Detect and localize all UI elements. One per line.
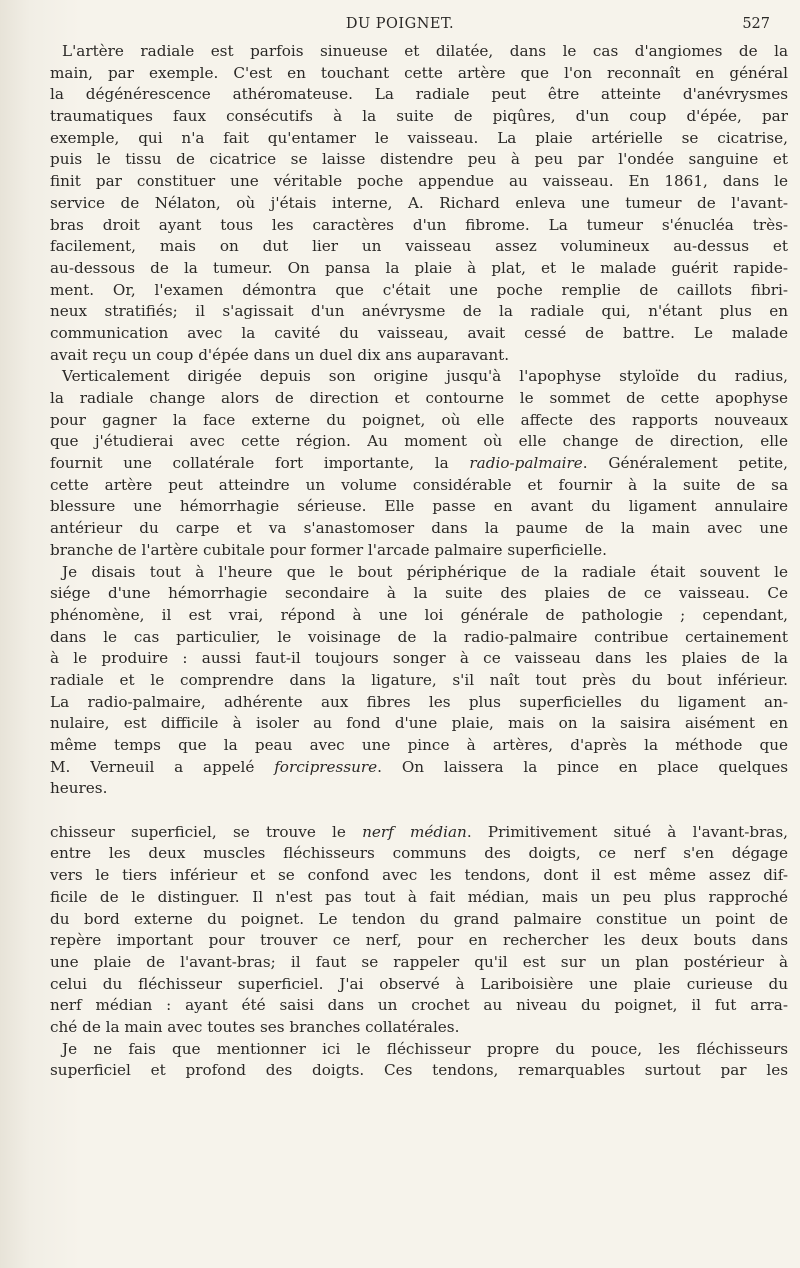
text-line: puis le tissu de cicatrice se laisse distendre peu à peu par l'ondée sanguine et <box>50 150 788 169</box>
body-text <box>50 41 788 1082</box>
text-line: avait reçu un coup d'épée dans un duel dix ans auparavant. <box>50 345 510 364</box>
text-line <box>50 757 788 779</box>
text-line <box>50 822 788 844</box>
text-line: nulaire, est difficile à isoler au fond d'une plaie, mais on la saisira aisément en <box>50 714 788 733</box>
text-line: traumatiques faux consécutifs à la suite de piqûres, d'un coup d'épée, par <box>50 107 788 126</box>
text-line: du bord externe du poignet. Le tendon du grand palmaire constitue un point de <box>50 909 788 928</box>
text-segment: . Primitivement situé à l'avant-bras, <box>466 822 788 841</box>
text-line: dans le cas particulier, le voisinage de la radio-palmaire contribue certainement <box>50 627 788 646</box>
text-line: au-dessous de la tumeur. On pansa la plaie à plat, et le malade guérit rapide- <box>50 258 788 277</box>
text-line: la radiale change alors de direction et contourne le sommet de cette apophyse <box>50 389 788 407</box>
text-line <box>50 453 788 475</box>
text-segment: M. Verneuil a appelé <box>50 757 275 776</box>
text-line: repère important pour trouver ce nerf, pour en rechercher les deux bouts dans <box>50 931 788 950</box>
text-line: antérieur du carpe et va s'anastomoser dans la paume de la main avec une <box>50 519 788 538</box>
text-line: radiale et le comprendre dans la ligature, s'il naît tout près du bout inférieur. <box>50 670 788 689</box>
text-line: cette artère peut atteindre un volume considérable et fournir à la suite de sa <box>50 475 788 494</box>
text-line <box>50 800 788 822</box>
text-line: phénomène, il est vrai, répond à une loi générale de pathologie ; cependant, <box>50 605 788 624</box>
text-line: Je disais tout à l'heure que le bout périphérique de la radiale était souvent le <box>62 562 788 581</box>
text-line: exemple, qui n'a fait qu'entamer le vaisseau. La plaie artérielle se cicatrise, <box>50 128 788 147</box>
italic-term: forcipressure <box>274 757 378 776</box>
text-line: bras droit ayant tous les caractères d'un fibrome. La tumeur s'énucléa très- <box>50 215 788 234</box>
text-segment: chisseur superficiel, se trouve le <box>50 822 363 841</box>
italic-term: radio-palmaire <box>469 454 583 473</box>
text-line: La radio-palmaire, adhérente aux fibres les plus superficielles du ligament an- <box>50 692 788 711</box>
italic-term: nerf médian <box>362 822 467 841</box>
text-line: ficile de le distinguer. Il n'est pas tout à fait médian, mais un peu plus rapproché <box>50 887 788 906</box>
running-title: DU POIGNET. <box>345 16 455 32</box>
text-line: à le produire : aussi faut-il toujours songer à ce vaisseau dans les plaies de la <box>50 649 788 668</box>
text-segment: . On laissera la pince en place quelques <box>377 757 788 776</box>
text-line: ché de la main avec toutes ses branches collatérales. <box>50 1017 460 1036</box>
text-line: finit par constituer une véritable poche appendue au vaisseau. En 1861, dans le <box>50 172 788 191</box>
text-line: celui du fléchisseur superficiel. J'ai observé à Lariboisière une plaie curieuse du <box>50 974 788 993</box>
text-line: siége d'une hémorrhagie secondaire à la suite des plaies de ce vaisseau. Ce <box>50 584 788 603</box>
text-line: heures. <box>50 779 108 798</box>
text-line: nerf médian : ayant été saisi dans un crochet au niveau du poignet, il fut arra- <box>50 996 788 1015</box>
text-line: ment. Or, l'examen démontra que c'était une poche remplie de caillots fibri- <box>50 280 788 299</box>
text-line: communication avec la cavité du vaisseau, avait cessé de battre. Le malade <box>50 323 788 342</box>
text-line: L'artère radiale est parfois sinueuse et dilatée, dans le cas d'angiomes de la <box>62 42 788 60</box>
text-line: main, par exemple. C'est en touchant cette artère que l'on reconnaît en général <box>50 63 788 82</box>
text-line: Verticalement dirigée depuis son origine jusqu'à l'apophyse styloïde du radius, <box>62 367 788 386</box>
text-line: service de Nélaton, où j'étais interne, A. Richard enleva une tumeur de l'avant- <box>50 193 788 212</box>
text-line: blessure une hémorrhagie sérieuse. Elle passe en avant du ligament annulaire <box>50 497 788 516</box>
text-line: pour gagner la face externe du poignet, où elle affecte des rapports nouveaux <box>50 410 788 429</box>
text-segment: . Généralement petite, <box>582 454 788 473</box>
text-line: facilement, mais on dut lier un vaisseau assez volumineux au-dessus et <box>50 237 788 256</box>
page-header <box>0 14 800 38</box>
text-segment: fournit une collatérale fort importante, la <box>50 454 470 473</box>
text-line: Je ne fais que mentionner ici le fléchisseur propre du pouce, les fléchisseurs <box>62 1039 788 1058</box>
text-line: vers le tiers inférieur et se confond avec les tendons, dont il est même assez dif- <box>50 866 788 885</box>
text-line: une plaie de l'avant-bras; il faut se rappeler qu'il est sur un plan postérieur à <box>50 952 788 971</box>
text-line: même temps que la peau avec une pince à artères, d'après la méthode que <box>50 736 788 754</box>
text-line: branche de l'artère cubitale pour former l'arcade palmaire superficielle. <box>50 540 607 559</box>
text-line: que j'étudierai avec cette région. Au moment où elle change de direction, elle <box>50 432 788 451</box>
text-line: neux stratifiés; il s'agissait d'un anévrysme de la radiale qui, n'étant plus en <box>50 302 788 321</box>
text-line: entre les deux muscles fléchisseurs communs des doigts, ce nerf s'en dégage <box>50 844 788 863</box>
page-number: 527 <box>742 16 770 32</box>
text-line: superficiel et profond des doigts. Ces tendons, remarquables surtout par les <box>50 1061 788 1080</box>
text-line: la dégénérescence athéromateuse. La radiale peut être atteinte d'anévrysmes <box>50 85 788 104</box>
